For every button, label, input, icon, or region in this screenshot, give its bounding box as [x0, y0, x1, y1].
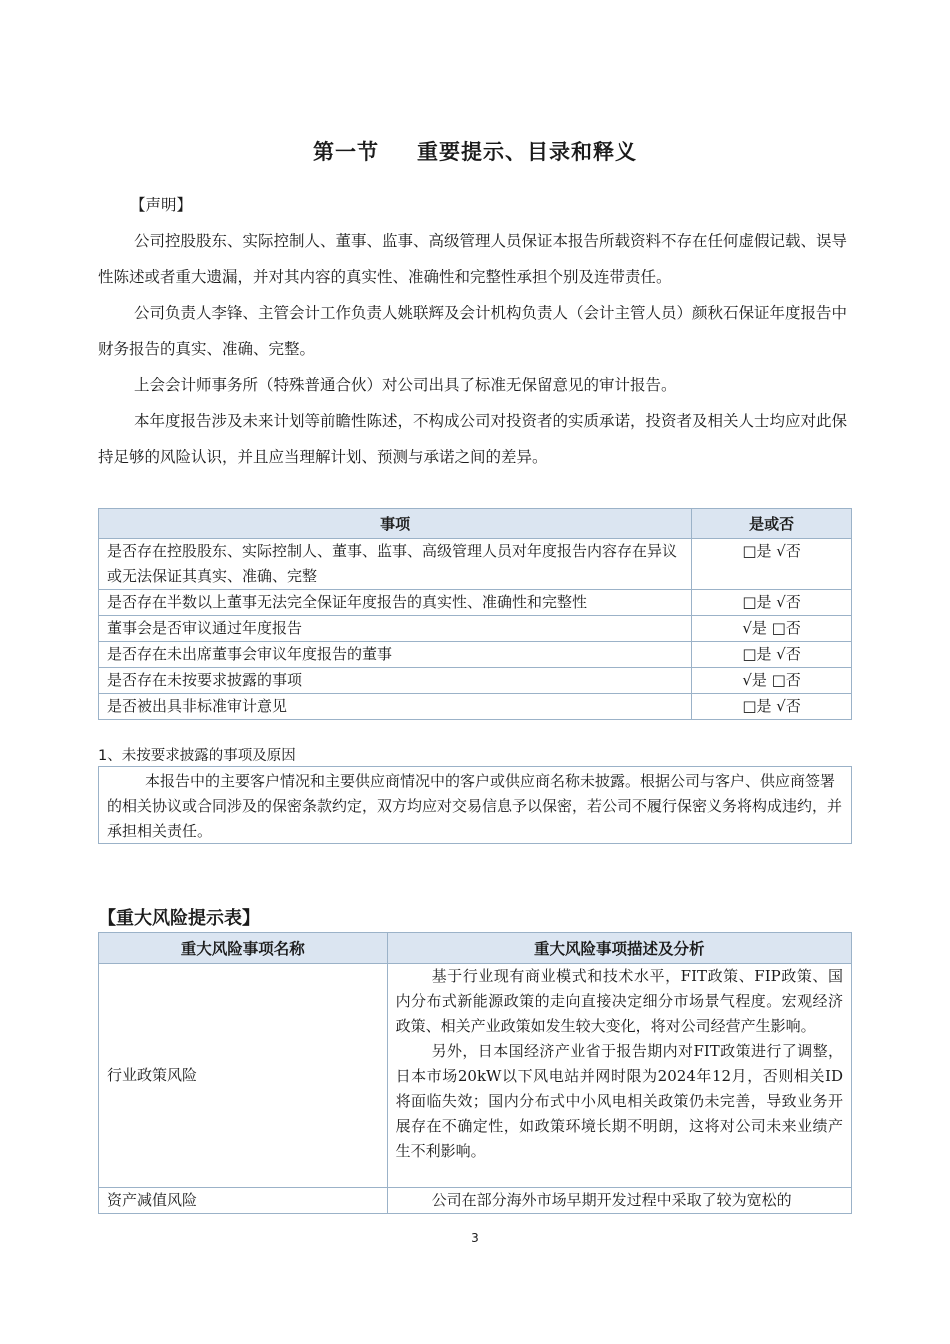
risk-desc-paragraph: 基于行业现有商业模式和技术水平，FIT政策、FIP政策、国内分布式新能源政策的走向直接决定细分市场景气程度。宏观经济政策、相关产业政策如发生较大变化，将对公司经营产生影响。: [395, 967, 843, 1035]
declaration-paragraph: 上会会计师事务所（特殊普通合伙）对公司出具了标准无保留意见的审计报告。: [134, 376, 677, 394]
matter-item: 是否存在控股股东、实际控制人、董事、监事、高级管理人员对年度报告内容存在异议或无法保证其真实、准确、完整: [99, 539, 692, 590]
declaration-heading: 【声明】: [130, 196, 193, 214]
risk-table-title: 【重大风险提示表】: [98, 908, 260, 929]
matter-item: 是否存在未出席董事会审议年度报告的董事: [99, 642, 692, 668]
matter-answer: √是 □否: [692, 616, 852, 642]
table-row: [99, 1188, 852, 1214]
risk-table: [98, 932, 852, 1214]
matters-table: [98, 508, 852, 720]
table-row: [99, 590, 852, 616]
matter-item: 是否存在半数以上董事无法完全保证年度报告的真实性、准确性和完整性: [99, 590, 692, 616]
risk-name: 资产减值风险: [99, 1188, 388, 1214]
undisclosed-text: 本报告中的主要客户情况和主要供应商情况中的客户或供应商名称未披露。根据公司与客户、供应商签署的相关协议或合同涉及的保密条款约定，双方均应对交易信息予以保密，若公司不履行保密义务将构成违约，并承担相关责任。: [98, 766, 852, 844]
table-row: [99, 668, 852, 694]
risk-desc-paragraph: 另外，日本国经济产业省于报告期内对FIT政策进行了调整，日本市场20kW以下风电站并网时限为2024年12月，否则相关ID将面临失效；国内分布式中小风电相关政策仍未完善，导致业务开展存在不确定性，如政策环境长期不明朗，这将对公司未来业绩产生不利影响。: [395, 1042, 843, 1160]
section-number: 第一节: [313, 140, 379, 164]
risk-desc: [387, 964, 851, 1188]
header-item: 事项: [99, 509, 692, 539]
page-number: 3: [471, 1231, 479, 1245]
risk-name: 行业政策风险: [99, 964, 388, 1188]
section-name: 重要提示、目录和释义: [417, 140, 637, 164]
table-row: [99, 964, 852, 1188]
matter-answer: □是 √否: [692, 642, 852, 668]
matter-answer: □是 √否: [692, 539, 852, 590]
table-row: [99, 642, 852, 668]
declaration-paragraph: 公司控股股东、实际控制人、董事、监事、高级管理人员保证本报告所载资料不存在任何虚假记载、误导性陈述或者重大遗漏，并对其内容的真实性、准确性和完整性承担个别及连带责任。: [98, 232, 848, 286]
declaration-paragraph: 公司负责人李锋、主管会计工作负责人姚联辉及会计机构负责人（会计主管人员）颜秋石保证年度报告中财务报告的真实、准确、完整。: [98, 304, 848, 358]
header-risk-name: 重大风险事项名称: [99, 933, 388, 964]
table-header-row: [99, 933, 852, 964]
matter-answer: √是 □否: [692, 668, 852, 694]
table-row: [99, 616, 852, 642]
section-title: [0, 136, 950, 166]
risk-desc: [387, 1188, 851, 1214]
matter-answer: □是 √否: [692, 694, 852, 720]
matter-item: 是否被出具非标准审计意见: [99, 694, 692, 720]
matter-answer: □是 √否: [692, 590, 852, 616]
header-risk-desc: 重大风险事项描述及分析: [387, 933, 851, 964]
table-row: [99, 539, 852, 590]
undisclosed-title: 1、未按要求披露的事项及原因: [98, 748, 296, 764]
table-header-row: [99, 509, 852, 539]
matter-item: 董事会是否审议通过年度报告: [99, 616, 692, 642]
header-answer: 是或否: [692, 509, 852, 539]
matter-item: 是否存在未按要求披露的事项: [99, 668, 692, 694]
risk-desc-paragraph: 公司在部分海外市场早期开发过程中采取了较为宽松的: [431, 1191, 792, 1209]
table-row: [99, 694, 852, 720]
declaration-paragraph: 本年度报告涉及未来计划等前瞻性陈述，不构成公司对投资者的实质承诺，投资者及相关人士均应对此保持足够的风险认识，并且应当理解计划、预测与承诺之间的差异。: [98, 412, 848, 466]
